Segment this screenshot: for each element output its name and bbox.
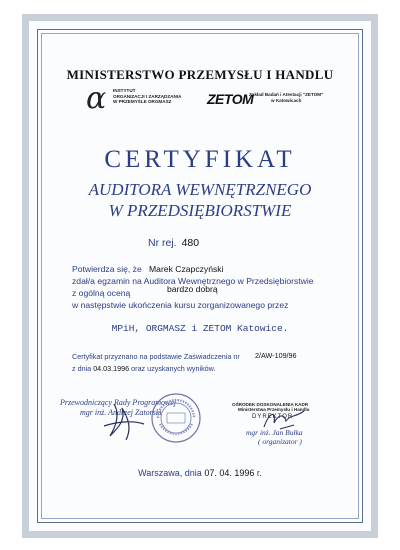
basis-date: 04.03.1996 <box>93 364 130 373</box>
organizers: MPiH, ORGMASZ i ZETOM Katowice. <box>111 323 289 334</box>
zetom-logo: ZETOM <box>207 91 254 107</box>
basis-cert-number: 2/AW-109/96 <box>255 351 297 360</box>
confirmation-label: Potwierdza się, że <box>72 264 142 274</box>
registration-number <box>148 237 199 249</box>
left-signatory-title: Przewodniczący Rady Programowej <box>60 398 177 407</box>
certificate-subtitle-line1: AUDITORA WEWNĘTRZNEGO <box>88 180 312 199</box>
institute-logo-icon: α <box>86 81 107 116</box>
logos-row <box>0 81 400 118</box>
training-center-name: OŚRODEK DOSKONALENIA KADR Ministerstwa Przemysłu i Handlu <box>232 402 310 413</box>
official-stamp <box>150 392 202 444</box>
recipient-name: Marek Czapczyński <box>149 264 224 274</box>
course-statement: w następstwie ukończenia kursu zorganizowanego przez <box>72 300 289 310</box>
grade-value: bardzo dobrą <box>167 284 218 294</box>
zetom-name: Zakład Badań i Atestacji "ZETOM" w Katowicach <box>249 92 324 103</box>
right-signatory-name: mgr inż. Jan Bułka <box>246 428 303 437</box>
issue-date-value: 07. 04. 199 <box>204 468 250 478</box>
director-label: DYREKTOR <box>252 414 294 420</box>
institute-name: INSTYTUT ORGANIZACJI I ZARZĄDZANIA W PRZEMYŚLE ORGMASZ <box>113 88 182 105</box>
left-signature <box>96 398 156 443</box>
exam-statement: zdał/a egzamin na Auditora Wewnętrznego w Przedsiębiorstwie <box>72 276 314 286</box>
registration-value: 480 <box>181 237 200 249</box>
ministry-heading: MINISTERSTWO PRZEMYSŁU I HANDLU <box>66 67 334 82</box>
grade-label: z ogólną oceną <box>72 288 131 298</box>
basis-label: Certyfikat przyznano na podstawie Zaświadczenia nr <box>72 352 240 361</box>
certificate-subtitle-line2: W PRZEDSIĘBIORSTWIE <box>108 201 292 220</box>
basis-date-line: z dnia 04.03.1996 oraz uzyskanych wyników. <box>72 364 216 373</box>
registration-label: Nr rej. <box>148 237 177 249</box>
left-signatory-name: mgr inż. Andrzej Zatorski <box>80 408 162 417</box>
right-signatory-role: ( organizator ) <box>258 437 302 446</box>
certificate-title: CERTYFIKAT <box>104 146 296 173</box>
issue-date: Warszawa, dnia 07. 04. 1996 r. <box>138 468 262 478</box>
